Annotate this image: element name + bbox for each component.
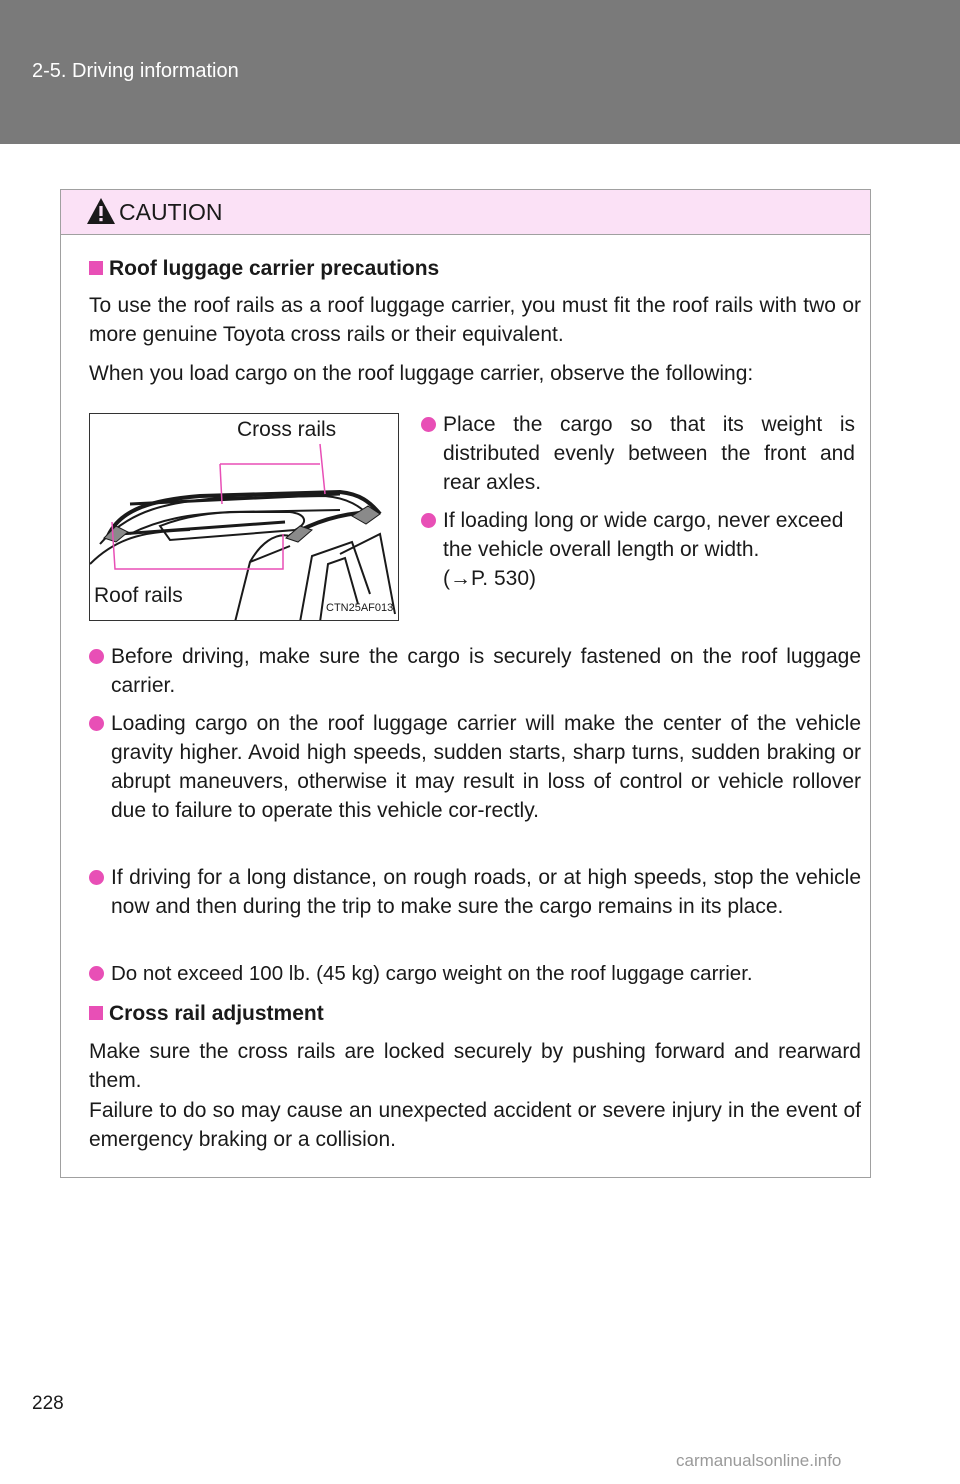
bullet-icon (89, 649, 104, 664)
bullet-icon (421, 513, 436, 528)
paragraph: Make sure the cross rails are locked securely by pushing forward and rearward them. (89, 1040, 861, 1092)
caution-box (60, 189, 871, 1178)
paragraph: When you load cargo on the roof luggage carrier, observe the following: (89, 362, 754, 385)
list-item: If loading long or wide cargo, never exceed the vehicle overall length or width. (→P. 530) (421, 506, 855, 593)
list-item: Place the cargo so that its weight is distributed evenly between the front and rear axles. (421, 410, 855, 497)
watermark: carmanualsonline.info (676, 1451, 842, 1470)
list-item: Do not exceed 100 lb. (45 kg) cargo weight on the roof luggage carrier. (89, 959, 861, 988)
roof-rails-label: Roof rails (94, 584, 183, 607)
bullet-icon (89, 966, 104, 981)
caution-header (61, 190, 870, 235)
bullet-icon (89, 870, 104, 885)
roof-rails-illustration (89, 413, 399, 621)
paragraph: Failure to do so may cause an unexpected accident or severe injury in the event of emergency braking or a collision. (89, 1099, 861, 1151)
warning-triangle-icon (86, 197, 116, 225)
page-number: 228 (32, 1393, 64, 1414)
section-heading: Roof luggage carrier precautions (89, 257, 439, 281)
page-header (0, 0, 960, 144)
figure-code: CTN25AF013 (326, 602, 394, 614)
square-bullet-icon (89, 1006, 103, 1020)
square-bullet-icon (89, 261, 103, 275)
list-item: If driving for a long distance, on rough roads, or at high speeds, stop the vehicle now and then during the trip to make sure the cargo remains in its place. (89, 863, 861, 921)
paragraph: To use the roof rails as a roof luggage carrier, you must fit the roof rails with two or more genuine Toyota cross rails or their equivalent. (89, 294, 861, 346)
list-item: Loading cargo on the roof luggage carrier will make the center of the vehicle gravity higher. Avoid high speeds, sudden starts, sharp turns, sudden braking or abrupt maneuvers, otherwise it may result in loss of control or vehicle rollover due to failure to operate this vehicle cor-rectly. (89, 709, 861, 825)
bullet-icon (89, 716, 104, 731)
list-item: Before driving, make sure the cargo is securely fastened on the roof luggage carrier. (89, 642, 861, 700)
bullet-icon (421, 417, 436, 432)
cross-rails-label: Cross rails (237, 418, 337, 441)
section-title: 2-5. Driving information (32, 60, 239, 82)
section-heading: Cross rail adjustment (89, 1002, 324, 1026)
caution-title: CAUTION (119, 199, 223, 225)
